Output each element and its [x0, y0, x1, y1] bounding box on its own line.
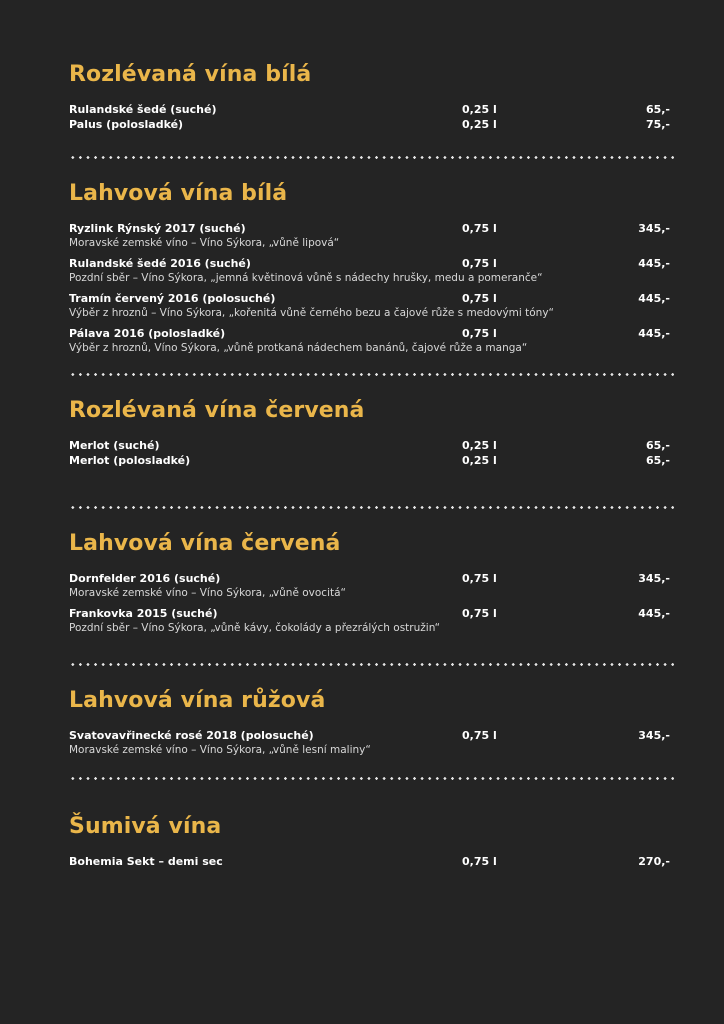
dotted-divider: [69, 777, 674, 780]
item-volume: 0,75 l: [462, 292, 497, 305]
item-list: [69, 728, 670, 757]
item-row: [69, 854, 670, 869]
menu-item: [69, 438, 670, 453]
item-price: 445,-: [638, 607, 670, 620]
item-name: Merlot (polosladké): [69, 454, 191, 467]
item-volume: 0,25 l: [462, 439, 497, 452]
item-list: [69, 438, 670, 468]
item-list: [69, 102, 670, 132]
item-price: 65,-: [645, 103, 670, 116]
item-price: 445,-: [638, 257, 670, 270]
item-volume: 0,25 l: [462, 118, 497, 131]
item-price: 75,-: [645, 118, 670, 131]
item-name: Frankovka 2015 (suché): [69, 607, 218, 620]
item-row: [69, 221, 670, 236]
item-row: [69, 438, 670, 453]
menu-item: [69, 256, 670, 285]
item-row: [69, 453, 670, 468]
item-price: 445,-: [638, 292, 670, 305]
item-name: Pálava 2016 (polosladké): [69, 327, 226, 340]
item-row: [69, 291, 670, 306]
item-row: [69, 606, 670, 621]
item-name: Rulandské šedé 2016 (suché): [69, 257, 251, 270]
section-sumiva-vina: [0, 812, 724, 869]
section-lahvova-vina-bila: [0, 179, 724, 355]
section-title: Lahvová vína bílá: [69, 181, 288, 206]
section-title: Šumivá vína: [69, 814, 222, 839]
item-name: Dornfelder 2016 (suché): [69, 572, 221, 585]
item-volume: 0,25 l: [462, 454, 497, 467]
item-row: [69, 102, 670, 117]
item-price: 65,-: [645, 439, 670, 452]
section-lahvova-vina-cervena: [0, 529, 724, 635]
item-volume: 0,75 l: [462, 729, 497, 742]
section-rozlevana-vina-bila: [0, 60, 724, 132]
section-title: Rozlévaná vína červená: [69, 398, 365, 423]
dotted-divider: [69, 663, 674, 666]
menu-item: [69, 117, 670, 132]
item-name: Ryzlink Rýnský 2017 (suché): [69, 222, 246, 235]
item-row: [69, 256, 670, 271]
item-volume: 0,75 l: [462, 855, 497, 868]
menu-item: [69, 291, 670, 320]
menu-item: [69, 571, 670, 600]
item-volume: 0,75 l: [462, 607, 497, 620]
item-volume: 0,25 l: [462, 103, 497, 116]
section-title: Rozlévaná vína bílá: [69, 62, 312, 87]
item-description: Moravské zemské víno – Víno Sýkora, „vůně lipová“: [69, 237, 340, 249]
item-name: Tramín červený 2016 (polosuché): [69, 292, 276, 305]
item-row: [69, 117, 670, 132]
menu-item: [69, 854, 670, 869]
menu-item: [69, 326, 670, 355]
item-volume: 0,75 l: [462, 257, 497, 270]
item-description: Výběr z hroznů – Víno Sýkora, „kořenitá vůně černého bezu a čajové růže s medovými tóny“: [69, 307, 554, 319]
item-description: Moravské zemské víno – Víno Sýkora, „vůně lesní maliny“: [69, 744, 371, 756]
menu-item: [69, 221, 670, 250]
item-volume: 0,75 l: [462, 572, 497, 585]
item-name: Palus (polosladké): [69, 118, 184, 131]
section-title: Lahvová vína růžová: [69, 688, 326, 713]
item-row: [69, 571, 670, 586]
item-list: [69, 571, 670, 635]
item-description: Výběr z hroznů, Víno Sýkora, „vůně protkaná nádechem banánů, čajové růže a manga“: [69, 342, 528, 354]
dotted-divider: [69, 506, 674, 509]
item-description: Pozdní sběr – Víno Sýkora, „vůně kávy, čokolády a přezrálých ostružin“: [69, 622, 441, 634]
item-volume: 0,75 l: [462, 222, 497, 235]
item-row: [69, 326, 670, 341]
item-list: [69, 854, 670, 869]
item-name: Svatovavřinecké rosé 2018 (polosuché): [69, 729, 314, 742]
item-description: Moravské zemské víno – Víno Sýkora, „vůně ovocitá“: [69, 587, 346, 599]
menu-item: [69, 606, 670, 635]
menu-item: [69, 102, 670, 117]
item-price: 345,-: [638, 572, 670, 585]
section-rozlevana-vina-cervena: [0, 396, 724, 468]
item-price: 445,-: [638, 327, 670, 340]
item-price: 270,-: [638, 855, 670, 868]
section-title: Lahvová vína červená: [69, 531, 341, 556]
item-name: Bohemia Sekt – demi sec: [69, 855, 223, 868]
item-volume: 0,75 l: [462, 327, 497, 340]
item-price: 65,-: [645, 454, 670, 467]
item-price: 345,-: [638, 222, 670, 235]
item-name: Merlot (suché): [69, 439, 160, 452]
section-lahvova-vina-ruzova: [0, 686, 724, 757]
menu-item: [69, 728, 670, 757]
menu-item: [69, 453, 670, 468]
item-description: Pozdní sběr – Víno Sýkora, „jemná květinová vůně s nádechy hrušky, medu a pomeranče“: [69, 272, 543, 284]
item-price: 345,-: [638, 729, 670, 742]
dotted-divider: [69, 373, 674, 376]
dotted-divider: [69, 156, 674, 159]
item-row: [69, 728, 670, 743]
item-list: [69, 221, 670, 355]
item-name: Rulandské šedé (suché): [69, 103, 217, 116]
